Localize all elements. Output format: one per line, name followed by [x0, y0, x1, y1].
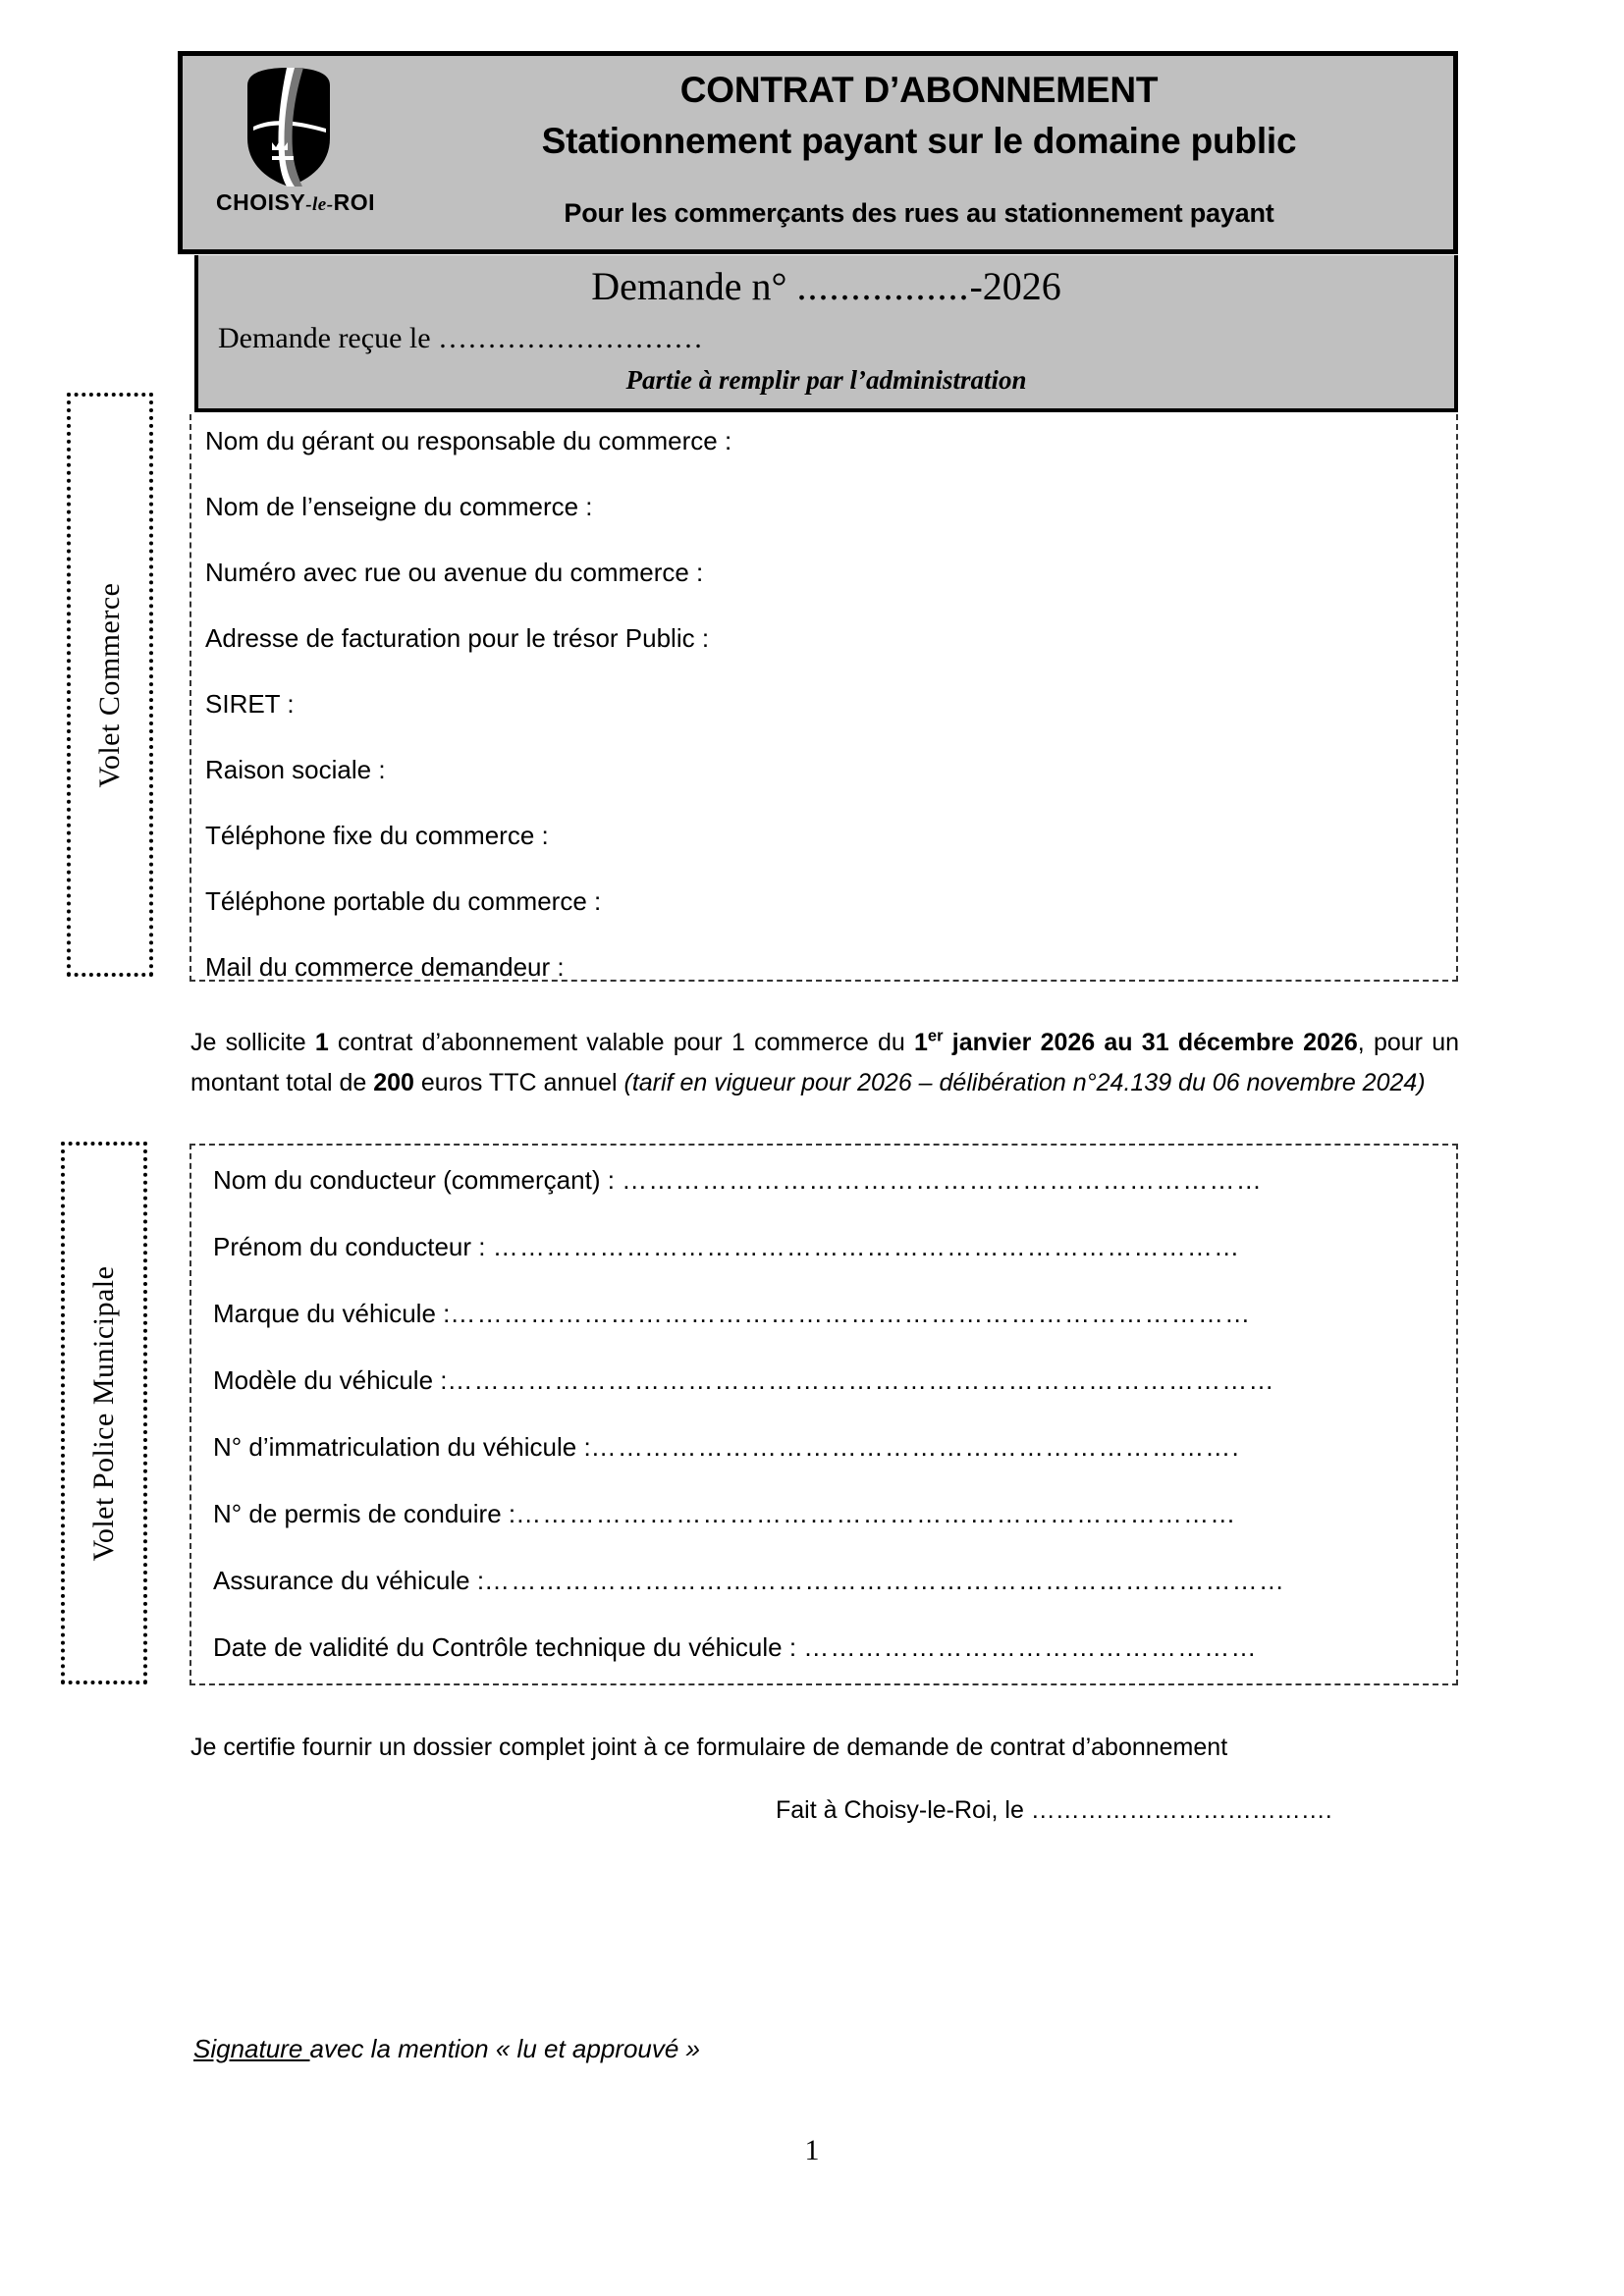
- logo-name-mid: -le-: [305, 194, 334, 215]
- place-and-date-field[interactable]: Fait à Choisy-le-Roi, le ……………………………….: [776, 1796, 1332, 1824]
- solicite-text-3: , pour un montant total de: [190, 1029, 1460, 1096]
- field-blank[interactable]: ………………………………………………………………………………: [450, 1299, 1252, 1328]
- page-subtitle: Stationnement payant sur le domaine public: [541, 121, 1297, 161]
- subscription-terms-paragraph: [190, 1023, 1459, 1102]
- field-label: Date de validité du Contrôle technique du véhicule :: [213, 1632, 804, 1662]
- certification-statement: Je certifie fournir un dossier complet joint à ce formulaire de demande de contrat d’abonnement: [190, 1734, 1228, 1761]
- request-number-suffix: -2026: [969, 264, 1061, 308]
- volet-police-municipale-tab: [61, 1142, 147, 1684]
- field-numero-rue[interactable]: Numéro avec rue ou avenue du commerce :: [205, 558, 704, 587]
- field-assurance-vehicule[interactable]: [213, 1568, 1456, 1593]
- field-nom-enseigne[interactable]: Nom de l’enseigne du commerce :: [205, 492, 593, 521]
- field-raison-sociale[interactable]: Raison sociale :: [205, 755, 386, 784]
- period-day: 1: [914, 1029, 928, 1056]
- field-blank[interactable]: ……………………………………………: [803, 1632, 1258, 1662]
- field-prenom-conducteur[interactable]: [213, 1234, 1456, 1259]
- document-header: [178, 51, 1458, 254]
- field-marque-vehicule[interactable]: [213, 1301, 1456, 1326]
- field-nom-conducteur[interactable]: [213, 1167, 1456, 1193]
- solicite-text-2: contrat d’abonnement valable pour 1 commerce du: [328, 1029, 915, 1056]
- field-nom-gerant[interactable]: Nom du gérant ou responsable du commerce :: [205, 426, 732, 455]
- request-received-date-field[interactable]: Demande reçue le ………………………: [218, 322, 704, 354]
- field-label: Nom du conducteur (commerçant) :: [213, 1165, 623, 1195]
- signature-word: Signature: [193, 2034, 310, 2063]
- page-number: 1: [804, 2134, 820, 2166]
- field-controle-technique[interactable]: [213, 1634, 1456, 1660]
- field-immatriculation[interactable]: [213, 1434, 1456, 1460]
- field-blank[interactable]: ……………………………………………………………….: [590, 1432, 1240, 1462]
- solicite-amount: 200: [373, 1068, 414, 1096]
- field-label: Prénom du conducteur :: [213, 1232, 493, 1261]
- volet-police-label: Volet Police Municipale: [87, 1265, 120, 1561]
- commerce-fields-box: [189, 414, 1458, 982]
- field-adresse-facturation[interactable]: Adresse de facturation pour le trésor Public :: [205, 623, 710, 653]
- volet-commerce-label: Volet Commerce: [93, 582, 126, 787]
- volet-commerce-tab: [67, 393, 153, 977]
- field-blank[interactable]: ………………………………………………………………: [622, 1165, 1263, 1195]
- logo-name-main: CHOISY: [216, 189, 306, 215]
- logo-name-end: ROI: [333, 189, 375, 215]
- period-ordinal: er: [927, 1027, 944, 1045]
- page-audience-note: Pour les commerçants des rues au stationnement payant: [564, 198, 1274, 228]
- solicite-period: [914, 1029, 1358, 1056]
- field-telephone-fixe[interactable]: Téléphone fixe du commerce :: [205, 821, 549, 850]
- field-mail-commerce[interactable]: Mail du commerce demandeur :: [205, 952, 565, 982]
- field-permis-conduire[interactable]: [213, 1501, 1456, 1526]
- solicite-text-4: euros TTC annuel: [413, 1068, 624, 1096]
- city-logo-text: [202, 189, 389, 216]
- request-number-prefix: Demande n°: [591, 264, 797, 308]
- field-blank[interactable]: ………………………………………………………………………………: [484, 1566, 1286, 1595]
- page-title: CONTRAT D’ABONNEMENT: [679, 70, 1159, 110]
- period-range: janvier 2026 au 31 décembre 2026: [943, 1029, 1358, 1056]
- field-siret[interactable]: SIRET :: [205, 689, 295, 719]
- field-blank[interactable]: ………………………………………………………………………: [515, 1499, 1237, 1528]
- police-fields-box: [189, 1144, 1458, 1685]
- field-blank[interactable]: …………………………………………………………………………………: [447, 1365, 1275, 1395]
- signature-mention: avec la mention « lu et approuvé »: [309, 2034, 701, 2063]
- request-number-line: [198, 263, 1454, 309]
- field-telephone-portable[interactable]: Téléphone portable du commerce :: [205, 886, 602, 916]
- field-label: N° d’immatriculation du véhicule :: [213, 1432, 591, 1462]
- solicite-count: 1: [314, 1029, 329, 1056]
- field-label: Marque du véhicule :: [213, 1299, 451, 1328]
- request-number-blank[interactable]: ................: [796, 264, 970, 308]
- admin-request-box: [194, 255, 1458, 412]
- field-label: N° de permis de conduire :: [213, 1499, 516, 1528]
- field-label: Modèle du véhicule :: [213, 1365, 448, 1395]
- solicite-text-1: Je sollicite: [190, 1029, 315, 1056]
- solicite-tariff-note: (tarif en vigueur pour 2026 – délibération n°24.139 du 06 novembre 2024): [623, 1068, 1426, 1096]
- signature-instruction: [193, 2034, 700, 2064]
- admin-fill-note: Partie à remplir par l’administration: [625, 365, 1027, 395]
- field-label: Assurance du véhicule :: [213, 1566, 485, 1595]
- city-logo: [202, 64, 389, 240]
- shield-icon: [244, 66, 334, 188]
- field-modele-vehicule[interactable]: [213, 1367, 1456, 1393]
- field-blank[interactable]: …………………………………………………………………………: [492, 1232, 1241, 1261]
